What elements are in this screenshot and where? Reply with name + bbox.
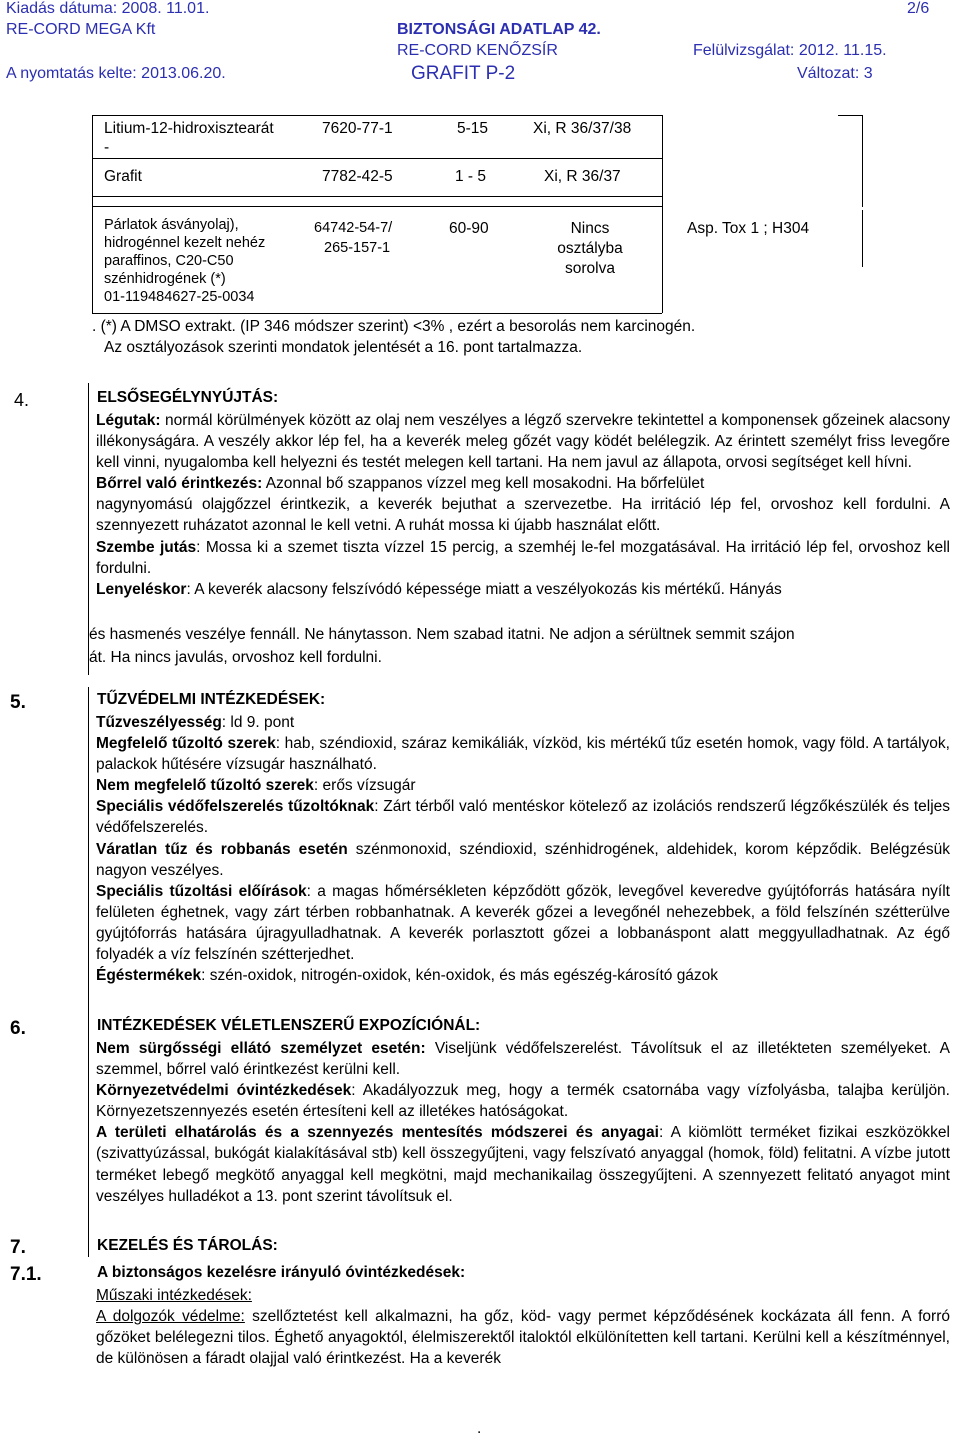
section-6-title: INTÉZKEDÉSEK VÉLETLENSZERŰ EXPOZÍCIÓNÁL: [97,1017,481,1034]
issue-date: Kiadás dátuma: 2008. 11.01. [6,0,210,17]
unsuitable-media-text: : erős vízsugár [313,777,416,795]
combustion-products-label: Égéstermékek [96,967,202,985]
row3-name: Párlatok ásványolaj), hidrogénnel kezelt nehéz paraffinos, C20-C50 szénhidrogének (*) 01-119484627-25-0034 [104,217,266,305]
row3-cas: 64742-54-7/ 265-157-1 [314,220,393,256]
company-name: RE-CORD MEGA Kft [6,21,156,38]
row2-name: Grafit [104,168,142,185]
version: Változat: 3 [797,65,873,82]
non-emergency-text: Viseljünk védőfelszerelést. Távolítsuk el az illetékteten személyeket. A szemmel, bőrrel való érintkezést kerülni kell. [96,1040,950,1079]
unsuitable-media-label: Nem megfelelő tűzoltó szerek [96,777,314,795]
section-4-number: 4. [14,390,30,410]
table-note-dmso: . (*) A DMSO extrakt. (IP 346 módszer szerint) <3% , ezért a besorolás nem karcinogén. [92,318,696,335]
fire-hazard-text: : ld 9. pont [221,714,295,731]
containment-label: A területi elhatárolás és a szennyezés mentesítés módszerei és anyagai [96,1124,659,1142]
section-5-title: TŰZVÉDELMI INTÉZKEDÉSEK: [97,691,326,708]
skin-text-line1: Azonnal bő szappanos vízzel meg kell mosakodni. Ha bőrfelület [262,475,705,493]
row1-name: Litium-12-hidroxisztearát [104,120,274,137]
section-4-body [96,410,950,600]
section-4-title: ELSŐSEGÉLYNYÚJTÁS: [97,389,279,406]
worker-protection-text: szellőztetést kell alkalmazni, ha gőz, köd- vagy permet képződésének kockázata áll fenn. A forró gőzöket belélegezni tilos. Éghető anyagoktól, élelmiszerektől italoktól elkülönítetten kell tartani. Kerülni kell a készítménnyel, de különösen a fáradt olajjal való érintkezést. Ha a keverék [96,1308,950,1368]
special-fire-text: : a magas hőmérsékleten képződött gőzök, levegővel keveredve gyújtóforrás hatására nyílt felületen éghetnek, vagy zárt térben robbanhatnak. A keverék gőzei a levegőnél nehezebbek, a föld felszínén szétterülve gyújtóforrás hatására újragyulladhatnak. A keverék porlasztott gőzei a lobbanáspont alatt meggyulladhatnak. Az égő folyadék a víz felszínén szétterjedhet. [96,882,950,964]
skin-text: nagynyomású olajgőzzel érintkezik, a keverék bejuthat a szervezetbe. Ha irritáció lép fel, orvoshoz kell fordulni. A szennyezett ruházatot azonnal le kell vetni. A ruhát mossa ki újabb használat előtt. [96,496,950,535]
firefighter-ppe-label: Speciális védőfelszerelés tűzoltóknak [96,798,375,816]
row2-percent: 1 - 5 [455,168,487,185]
section-5-number: 5. [10,692,26,713]
section-7-title: KEZELÉS ÉS TÁROLÁS: [97,1237,278,1254]
row3-hazard: Asp. Tox 1 ; H304 [687,220,810,237]
page-number: 2/6 [907,0,930,17]
containment-text: : A kiömlött terméket fizikai eszközökkel (szivattyúzással, bukógát kialakításával stb) kell összegyűjteni, vagy felszívató anyaggal (homok, föld) felitatni. A vízbe jutott terméket lebegő megkötő anyaggal kell megkötni, majd mechanikailag összegyűjteni. A szennyezett felitató anyagot mint veszélyes hulladékot a 13. pont szerint távolítsuk el. [96,1124,950,1205]
row1-name-suffix: - [104,139,110,156]
product-name: GRAFIT P-2 [411,63,516,84]
firefighter-ppe-text: : Zárt térből való mentéskor kötelező az izolációs rendszerű légzőkészülék és teljes védőfelszerelés. [96,798,951,837]
section-5-body [96,712,950,986]
section-7-1-number: 7.1. [10,1264,42,1285]
row3-percent: 60-90 [449,220,489,237]
section-6-body [96,1038,950,1207]
section-6-number: 6. [10,1018,26,1039]
airways-label: Légutak: [96,412,161,429]
revision-date: Felülvizsgálat: 2012. 11.15. [693,42,887,59]
fire-hazard-label: Tűzveszélyesség [96,714,222,731]
eye-text: : Mossa ki a szemet tiszta vízzel 15 percig, a szemhéj le-fel mozgatásával. Ha irritáció lép fel, orvoshoz kell fordulni. [96,538,950,577]
section-7-number: 7. [10,1237,26,1258]
environmental-label: Környezetvédelmi óvintézkedések [96,1082,352,1100]
product-brand: RE-CORD KENŐZSÍR [397,42,558,59]
print-date: A nyomtatás kelte: 2013.06.20. [6,65,226,82]
airways-text: normál körülmények között az olaj nem veszélyes a légző szervekre tekintettel a komponensek gőzeinek alacsony illékonyságára. A veszély akkor lép fel, ha a keverék meleg gőzét vagy ködét belélegzik. Az érintett személyt friss levegőre kell vinni, nyugalomba kell helyezni és testét melegen kell tartani. Ha nem javul az állapota, orvosi segítséget kell hívni. [96,412,950,472]
row1-cas: 7620-77-1 [322,120,393,137]
technical-measures-label: Műszaki intézkedések: [96,1287,252,1304]
row2-classification: Xi, R 36/37 [544,168,621,185]
document-title: BIZTONSÁGI ADATLAP 42. [397,21,601,38]
unexpected-fire-text: szénmonoxid, széndioxid, szénhidrogének, aldehidek, korom képződik. Belégzésük nagyon veszélyes. [96,840,950,879]
section-7-body [96,1285,950,1369]
unexpected-fire-label: Váratlan tűz és robbanás esetén [96,840,348,858]
table-note-phrases: Az osztályozások szerinti mondatok jelentését a 16. pont tartalmazza. [104,339,583,356]
combustion-products-text: : szén-oxidok, nitrogén-oxidok, kén-oxidok, és más egészég-károsító gázok [201,967,719,985]
row3-classification: Nincs osztályba sorolva [557,220,623,277]
row2-cas: 7782-42-5 [322,168,393,185]
special-fire-label: Speciális tűzoltási előírások [96,882,307,900]
skin-label: Bőrrel való érintkezés: [96,475,263,493]
swallow-label: Lenyeléskor [96,580,187,598]
swallow-text-line3: át. Ha nincs javulás, orvoshoz kell fordulni. [89,649,382,666]
swallow-text-line2: és hasmenés veszélye fennáll. Ne hánytasson. Nem szabad itatni. Ne adjon a sérültnek semmit szájon [89,626,795,643]
suitable-media-label: Megfelelő tűzoltó szerek [96,735,276,753]
eye-label: Szembe jutás [96,538,197,556]
worker-protection-label: A dolgozók védelme: [96,1308,245,1326]
row1-percent: 5-15 [457,120,489,137]
section-7-1-title: A biztonságos kezelésre irányuló óvintézkedések: [97,1264,466,1281]
non-emergency-label: Nem sürgősségi ellátó személyzet esetén: [96,1040,426,1057]
suitable-media-text: : hab, széndioxid, száraz kemikáliák, vízköd, kis mértékű tűz esetén homok, vagy föld. A tartályok, palackok hűtésére vízsugár használható. [96,735,950,774]
footer-dot: . [477,1420,482,1437]
row1-classification: Xi, R 36/37/38 [533,120,632,137]
swallow-text-line1: : A keverék alacsony felszívódó képessége miatt a veszélyokozás kis mértékű. Hányás [186,580,782,598]
environmental-text: : Akadályozzuk meg, hogy a termék csatornába vagy vízfolyásba, talajba kerüljön. Környezetszennyezés esetén értesíteni kell az illetékes hatóságokat. [96,1082,950,1121]
section5-7-border [88,687,89,1257]
